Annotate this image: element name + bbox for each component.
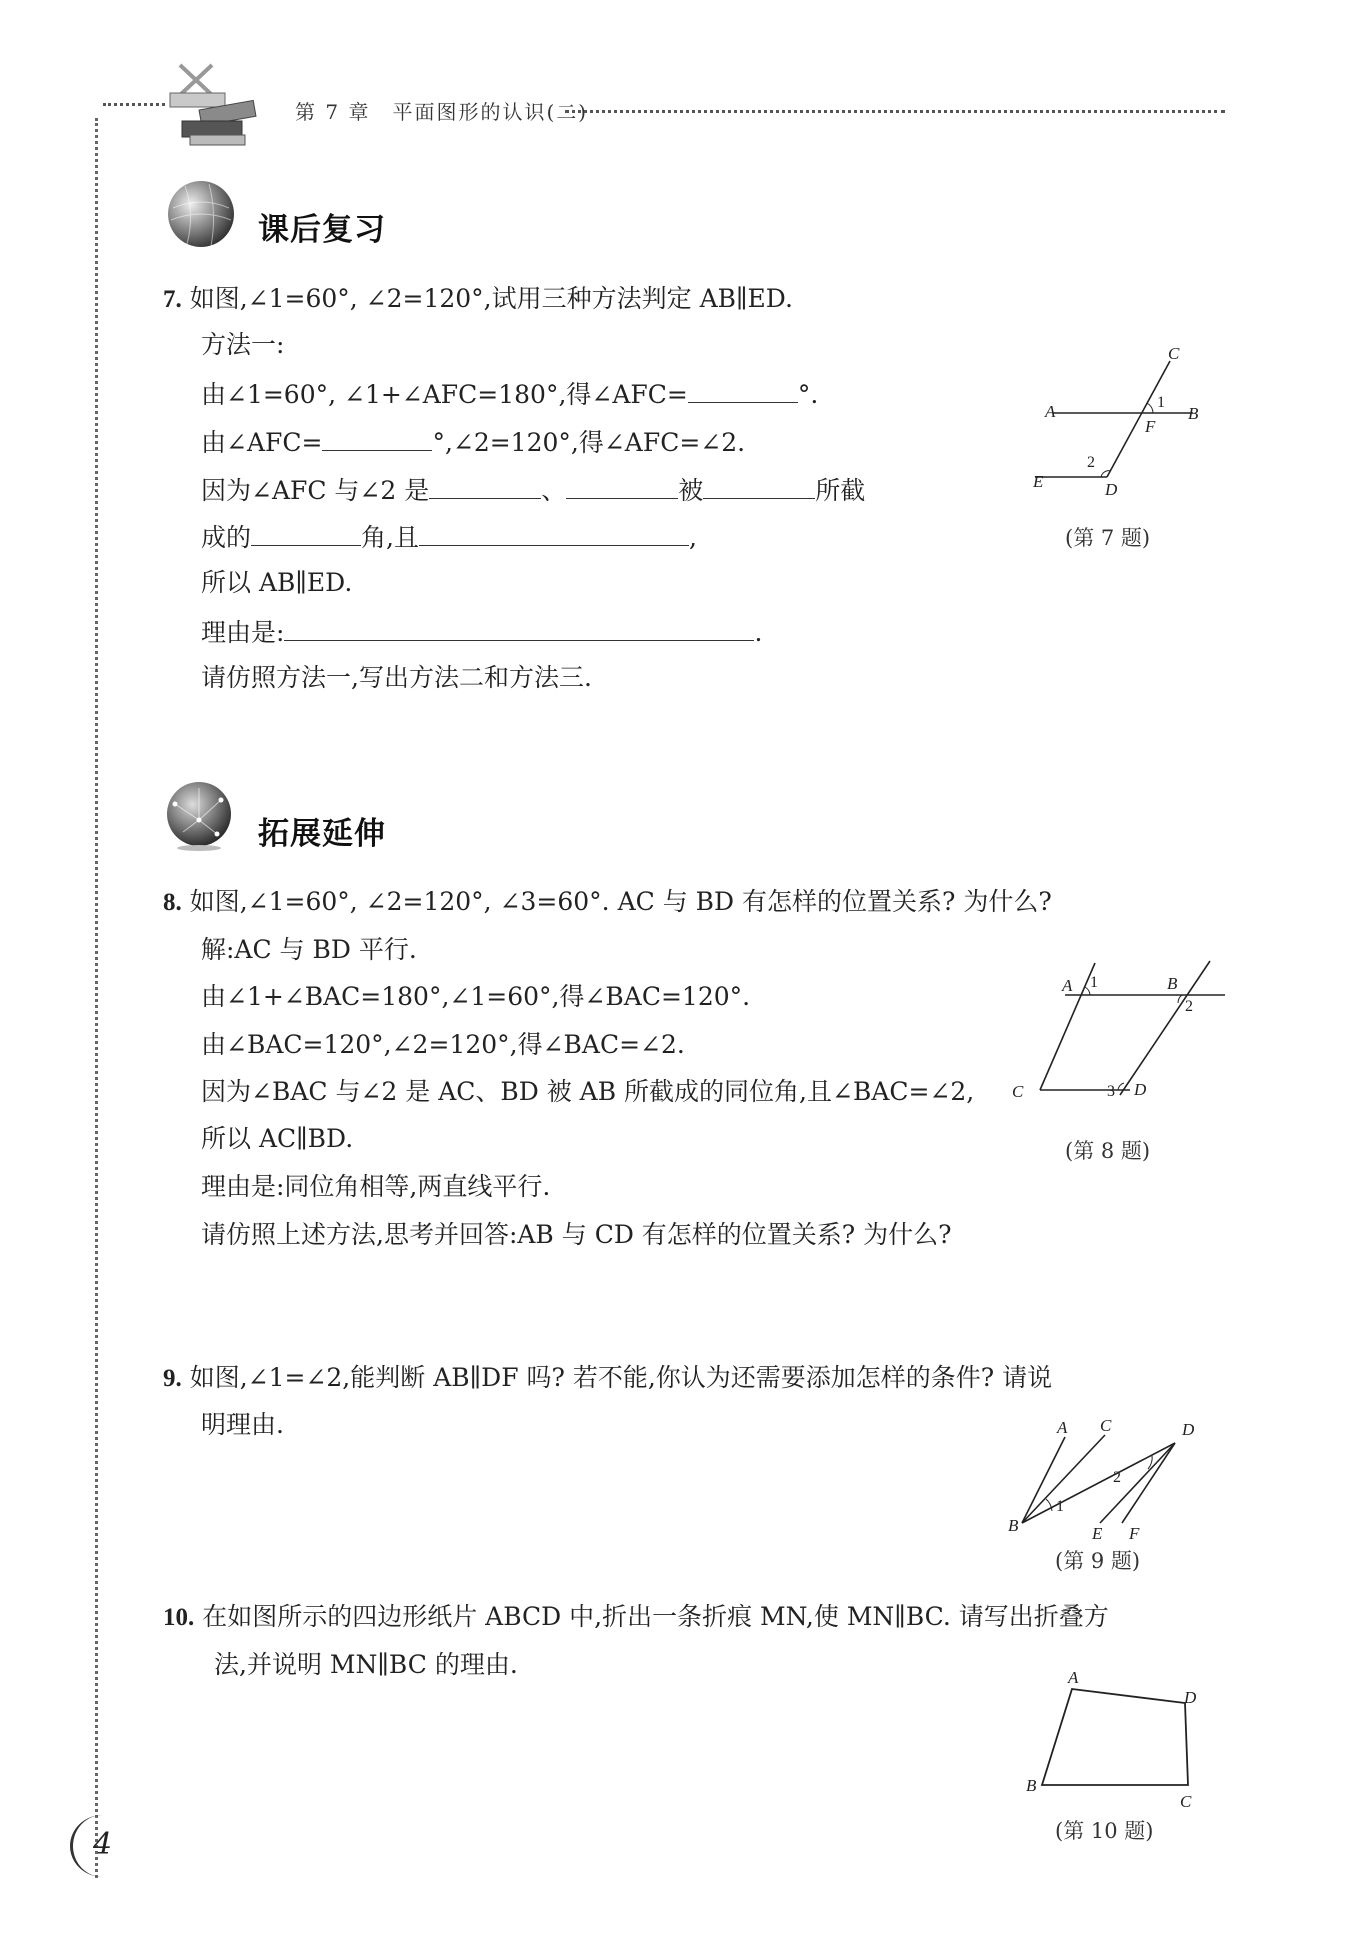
q7-text: 由∠1=60°, ∠1+∠AFC=180°,得∠AFC=	[201, 380, 688, 409]
answer-blank[interactable]	[322, 426, 432, 451]
q9-label: B	[1008, 1516, 1019, 1535]
globe-icon	[165, 178, 237, 250]
q8-line-2: 解:AC 与 BD 平行.	[201, 935, 417, 964]
q10-text: 在如图所示的四边形纸片 ABCD 中,折出一条折痕 MN,使 MN∥BC. 请写出折叠方	[202, 1602, 1109, 1631]
q9-line-1	[163, 1363, 1052, 1394]
q7-label: C	[1168, 345, 1180, 363]
q7-line-8	[201, 616, 762, 648]
page-number-badge	[70, 1815, 135, 1877]
q7-label: B	[1188, 404, 1199, 423]
margin-dotted-line	[95, 118, 98, 1878]
q8-label: C	[1012, 1082, 1024, 1101]
q7-text: 、	[541, 476, 567, 505]
q7-figure	[1025, 345, 1225, 505]
q7-text: 所截	[815, 476, 866, 505]
q7-line-2: 方法一:	[201, 330, 285, 359]
q7-text: °.	[797, 380, 819, 409]
q7-label: D	[1105, 480, 1118, 499]
q7-text: 如图,∠1=60°, ∠2=120°,试用三种方法判定 AB∥ED.	[189, 284, 793, 313]
q10-label: C	[1180, 1792, 1192, 1811]
q7-text: 被	[678, 476, 704, 505]
section-title-review: 课后复习	[258, 212, 386, 248]
answer-blank[interactable]	[703, 474, 815, 499]
q10-label: B	[1026, 1776, 1037, 1795]
q10-label: A	[1068, 1668, 1079, 1687]
q8-label: D	[1134, 1080, 1147, 1099]
q7-text: 成的	[201, 523, 252, 552]
q7-label: E	[1033, 472, 1044, 491]
header-dotted-rule-right	[565, 110, 1225, 113]
q8-text: 如图,∠1=60°, ∠2=120°, ∠3=60°. AC 与 BD 有怎样的位置关系? 为什么?	[189, 887, 1052, 916]
q10-caption: (第 10 题)	[1055, 1819, 1154, 1843]
q7-text: .	[754, 618, 763, 647]
q8-line-1	[163, 887, 1052, 918]
q7-text: °,∠2=120°,得∠AFC=∠2.	[432, 428, 746, 457]
q7-caption: (第 7 题)	[1065, 526, 1151, 550]
q9-number: 9.	[163, 1365, 182, 1392]
q7-line-5	[201, 474, 865, 506]
q10-label: D	[1184, 1688, 1197, 1707]
q8-line-3: 由∠1+∠BAC=180°,∠1=60°,得∠BAC=120°.	[201, 982, 751, 1011]
q9-label: 1	[1056, 1498, 1064, 1515]
q7-line-4	[201, 426, 745, 458]
q7-text: 角,且	[361, 523, 419, 552]
q7-text: 因为∠AFC 与∠2 是	[201, 476, 430, 505]
answer-blank[interactable]	[284, 616, 754, 641]
books-icon	[160, 55, 265, 150]
q10-number: 10.	[163, 1604, 195, 1631]
q8-line-4: 由∠BAC=120°,∠2=120°,得∠BAC=∠2.	[201, 1030, 685, 1059]
section-title-extension: 拓展延伸	[258, 816, 386, 852]
page-number: 4	[93, 1827, 113, 1862]
q9-line-2: 明理由.	[201, 1410, 284, 1439]
q8-line-7: 理由是:同位角相等,两直线平行.	[201, 1172, 551, 1201]
q7-label: 1	[1157, 394, 1165, 411]
q8-figure	[1010, 955, 1230, 1105]
q9-label: F	[1129, 1524, 1140, 1543]
q7-line-3	[201, 378, 818, 410]
q7-label: A	[1045, 402, 1056, 421]
q9-caption: (第 9 题)	[1055, 1549, 1141, 1573]
q8-label: 2	[1185, 998, 1193, 1015]
answer-blank[interactable]	[419, 521, 689, 546]
q9-text: 如图,∠1=∠2,能判断 AB∥DF 吗? 若不能,你认为还需要添加怎样的条件? 请说	[189, 1363, 1053, 1392]
q9-figure	[1000, 1415, 1220, 1545]
header-dotted-rule-left	[103, 103, 165, 106]
q8-label: B	[1167, 974, 1178, 993]
running-header: 第 7 章 平面图形的认识(二)	[295, 100, 589, 124]
q7-line-6	[201, 521, 697, 553]
q8-number: 8.	[163, 889, 182, 916]
q9-label: 2	[1113, 1469, 1121, 1486]
answer-blank[interactable]	[429, 474, 541, 499]
q8-caption: (第 8 题)	[1065, 1139, 1151, 1163]
q7-text: 由∠AFC=	[201, 428, 323, 457]
answer-blank[interactable]	[566, 474, 678, 499]
q9-label: C	[1100, 1416, 1112, 1435]
q9-label: D	[1182, 1420, 1195, 1439]
q7-line-9: 请仿照方法一,写出方法二和方法三.	[201, 663, 592, 692]
network-globe-icon	[163, 780, 235, 852]
q7-number: 7.	[163, 286, 182, 313]
answer-blank[interactable]	[251, 521, 361, 546]
q10-figure	[1020, 1665, 1220, 1815]
q10-line-1	[163, 1602, 1109, 1633]
answer-blank[interactable]	[688, 378, 798, 403]
q9-label: E	[1092, 1524, 1103, 1543]
q9-label: A	[1057, 1418, 1068, 1437]
q8-label: A	[1062, 976, 1073, 995]
q8-line-5: 因为∠BAC 与∠2 是 AC、BD 被 AB 所截成的同位角,且∠BAC=∠2,	[201, 1077, 975, 1106]
q8-line-8: 请仿照上述方法,思考并回答:AB 与 CD 有怎样的位置关系? 为什么?	[201, 1220, 952, 1249]
q8-line-6: 所以 AC∥BD.	[201, 1124, 354, 1153]
q8-label: 1	[1090, 974, 1098, 991]
q7-text: 理由是:	[201, 618, 285, 647]
q7-label: F	[1145, 417, 1156, 436]
q7-text: ,	[688, 523, 697, 552]
q10-line-2: 法,并说明 MN∥BC 的理由.	[214, 1650, 518, 1679]
q8-label: 3	[1107, 1083, 1115, 1100]
q7-line-1	[163, 284, 793, 315]
q7-line-7: 所以 AB∥ED.	[201, 568, 353, 597]
q7-label: 2	[1087, 454, 1095, 471]
